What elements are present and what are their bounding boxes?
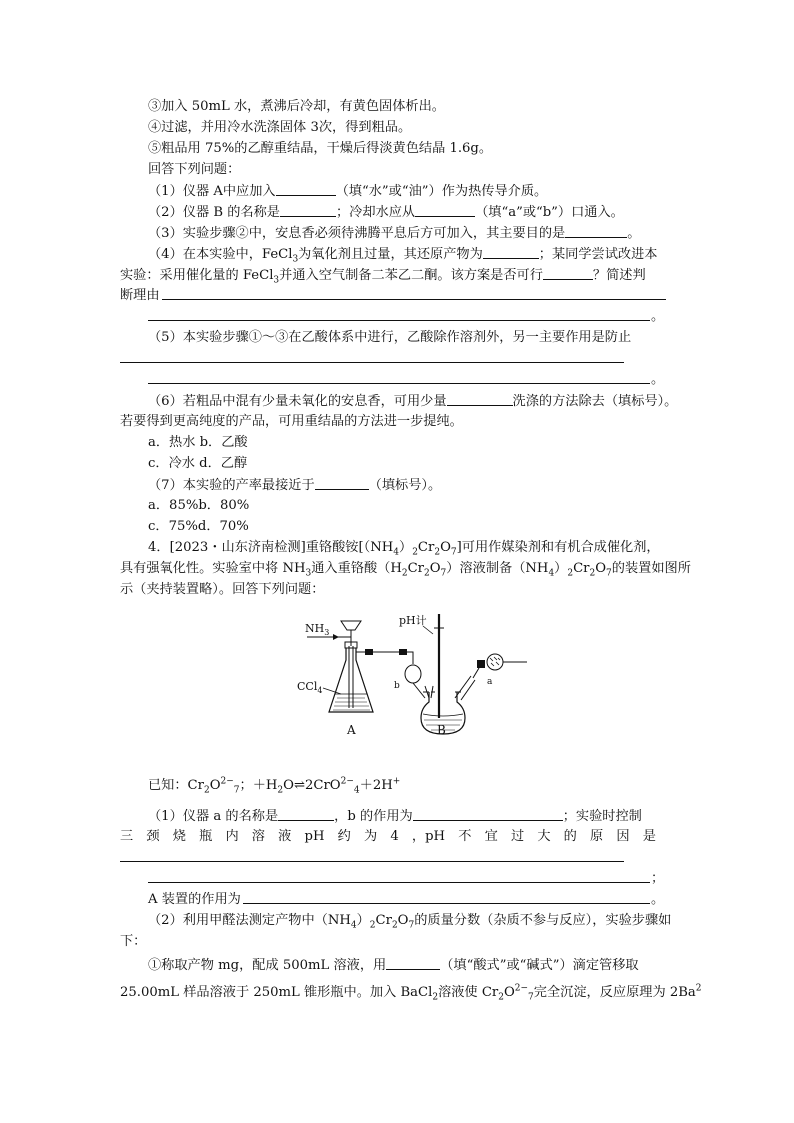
question-5: （5）本实验步骤①～③在乙酸体系中进行，乙酸除作溶剂外，另一主要作用是防止: [148, 330, 632, 345]
label-a: a: [487, 677, 493, 687]
answer-blank[interactable]: [278, 806, 334, 821]
ph-pointer: [423, 626, 433, 634]
problem-4-question-2-line-3: ①称取产物 mg，配成 500mL 溶液，用 （填“酸式”或“碱式”）滴定管移取: [148, 955, 639, 976]
problem-4-question-2-line-4: 25.00mL 样品溶液于 250mL 锥形瓶中。加入 BaCl$_2$溶液使 $Cr_2O^{2-}_7$完全沉淀，反应原理为 2Ba$^2$: [120, 983, 702, 1003]
answer-line[interactable]: [148, 383, 650, 384]
bulb-b: [405, 665, 421, 683]
drying-agent: [490, 657, 500, 666]
question-1: （1）仪器 A中应加入 （填“水”或“油”）作为热传导介质。: [148, 181, 547, 202]
ph-meter-label: pH计: [399, 614, 427, 627]
answer-blank[interactable]: [276, 181, 336, 196]
question-7: （7）本实验的产率最接近于 （填标号）。: [148, 475, 441, 496]
funnel: [341, 621, 361, 630]
problem-4-line-2: 具有强氧化性。实验室中将 $NH_3$通入重铬酸$(H_2Cr_2O_7)$溶液制备$(NH_4)_2Cr_2O_7$的装置如图所: [120, 561, 691, 579]
caption-a: A: [347, 723, 356, 737]
answer-blank[interactable]: [447, 391, 513, 406]
answer-line[interactable]: [148, 882, 650, 883]
question-6-line-2: 若要得到更高纯度的产品，可用重结晶的方法进一步提纯。: [120, 414, 463, 429]
problem-4-question-1-line-1: （1）仪器 a 的名称是 ，b 的作用为 ；实验时控制: [148, 806, 642, 827]
answer-blank[interactable]: [565, 223, 627, 238]
liquid-hatch-a: [333, 698, 370, 710]
question-4-line-1: （4）在本实验中，FeCl$_3$为氧化剂且过量，其还原产物为 ；某同学尝试改进本: [148, 244, 657, 265]
answer-blank[interactable]: [386, 955, 440, 970]
question-6-line-1: （6）若粗品中混有少量未氧化的安息香，可用少量 洗涤的方法除去（填标号）。: [148, 391, 677, 412]
period: 。: [651, 892, 665, 907]
inlet-arrow-head: [333, 634, 339, 640]
problem-4-line-3: 示（夹持装置略）。回答下列问题：: [120, 582, 325, 597]
answer-blank[interactable]: [415, 202, 475, 217]
drying-tube-joint: [477, 660, 485, 668]
ccl4-pointer: [323, 688, 341, 694]
period: 。: [651, 309, 665, 324]
neck-right-tube: [455, 676, 475, 700]
drying-tube-bulb: [487, 654, 503, 670]
answer-line[interactable]: [120, 861, 624, 862]
semicolon: ；: [651, 871, 665, 886]
problem-4-question-2-line-2: 下：: [120, 934, 147, 949]
answer-line[interactable]: [120, 362, 624, 363]
step-5: ⑤粗品用 75%的乙醇重结晶，干燥后得淡黄色结晶 1.6g。: [148, 141, 493, 156]
tube-joint: [399, 649, 407, 655]
answer-blank[interactable]: [543, 265, 593, 280]
drying-tube-stem: [473, 668, 479, 678]
question-7-options-1: a．85%b．80%: [148, 498, 250, 513]
liquid-level-b: [423, 714, 463, 716]
label-b: b: [394, 681, 400, 691]
problem-4-question-2-line-1: （2）利用甲醛法测定产物中$(NH_4)_2Cr_2O_7$的质量分数（杂质不参与反应），实验步骤如: [148, 913, 672, 931]
answer-blank[interactable]: [413, 806, 563, 821]
problem-4-question-1-line-2: 三 颈 烧 瓶 内 溶 液 pH 约 为 4 ，pH 不 宜 过 大 的 原 因 是: [120, 829, 656, 844]
problem-4-question-1-line-3: A 装置的作用为: [148, 892, 241, 907]
nh3-label: $NH_3$: [305, 622, 330, 637]
caption-b: B: [437, 723, 446, 737]
question-3: （3）实验步骤②中，安息香必须待沸腾平息后方可加入，其主要目的是 。: [148, 223, 640, 244]
answer-blank[interactable]: [483, 244, 539, 259]
answer-prompt: 回答下列问题：: [148, 162, 241, 177]
answer-line[interactable]: [148, 320, 650, 321]
question-6-options-1: a．热水 b．乙酸: [148, 435, 248, 450]
step-3: ③加入 50mL 水，煮沸后冷却，有黄色固体析出。: [148, 99, 445, 114]
question-6-options-2: c．冷水 d．乙醇: [148, 456, 248, 471]
connecting-tube: [407, 652, 413, 664]
question-7-options-2: c．75%d．70%: [148, 519, 249, 534]
period: 。: [651, 372, 665, 387]
ccl4-label: CCl$_4$: [297, 680, 323, 695]
answer-blank[interactable]: [315, 475, 369, 490]
problem-4-line-1: 4．[2023・山东济南检测]重铬酸铵$[(NH_4)_2Cr_2O_7]$可用作媒染剂和有机合成催化剂，: [148, 540, 660, 558]
bulb-b-tube: [413, 683, 425, 698]
question-4-line-2: 实验：采用催化量的 FeCl$_3$并通入空气制备二苯乙二酮。该方案是否可行 ？简述判: [120, 265, 646, 286]
flask-a: [329, 648, 373, 712]
answer-line[interactable]: [162, 299, 666, 300]
known-equilibrium: 已知：$Cr_2O^{2-}_7$；$+H_2O\rightleftharpoons 2CrO^{2-}_4+2H^+$: [148, 776, 401, 796]
question-4-line-3: 断理由: [120, 288, 160, 303]
tube-joint: [365, 649, 373, 655]
step-4: ④过滤，并用冷水洗涤固体 3次，得到粗品。: [148, 120, 412, 135]
answer-line[interactable]: [243, 903, 650, 904]
question-2: （2）仪器 B 的名称是 ；冷却水应从 （填“a”或“b”）口通入。: [148, 202, 624, 223]
answer-blank[interactable]: [280, 202, 336, 217]
apparatus-figure: [295, 608, 535, 743]
